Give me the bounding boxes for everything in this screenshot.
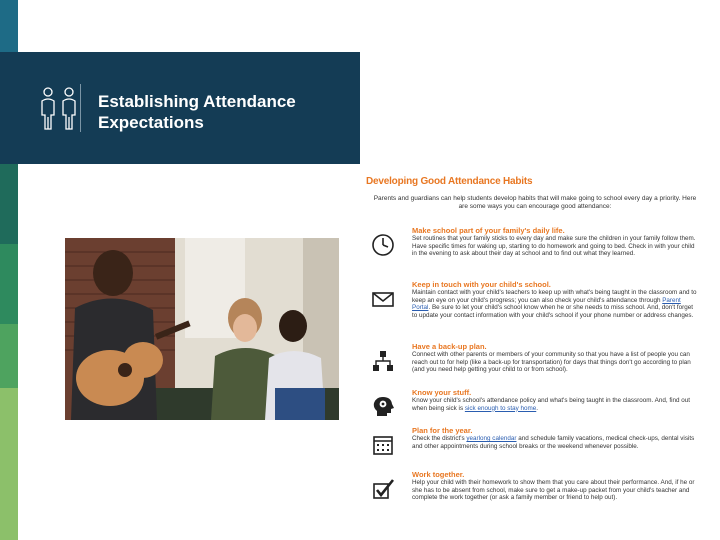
sick-enough-link[interactable]: sick enough to stay home bbox=[464, 404, 537, 412]
attendance-habits-document bbox=[364, 172, 706, 522]
side-stripe-navy bbox=[0, 52, 18, 164]
side-stripe-light-green bbox=[0, 388, 18, 540]
habit-text: Know your child's school's attendance policy and what's being taught in the classroom. And, find out when being sick is sick enough to stay home. bbox=[412, 397, 691, 412]
parent-portal-link[interactable]: Parent Portal bbox=[412, 296, 681, 312]
students-guitar-photo bbox=[65, 238, 339, 420]
habit-text: Connect with other parents or members of your community so that you have a list of people you can reach out to for help (like a back-up for transportation) for days that things don't go according to plan (and you need help getting your child to or from school). bbox=[412, 351, 691, 374]
people-icon bbox=[38, 85, 84, 131]
side-stripe-teal bbox=[0, 164, 18, 244]
side-stripe-top bbox=[0, 0, 18, 52]
title-band bbox=[18, 52, 360, 164]
habit-heading: Keep in touch with your child's school. bbox=[412, 280, 551, 289]
slide-title: Establishing Attendance Expectations bbox=[98, 92, 296, 132]
habit-heading: Work together. bbox=[412, 470, 465, 479]
habit-text: Set routines that your family sticks to every day and make sure the children in your family follow them. Have specific times for waking up, starting to do homework and going to bed. Check in with your child in the evening to ask about their day at school and to find out what they learned. bbox=[412, 235, 696, 258]
yearlong-calendar-link[interactable]: yearlong calendar bbox=[466, 435, 517, 442]
habit-heading: Know your stuff. bbox=[412, 388, 472, 397]
title-divider bbox=[80, 84, 81, 132]
document-title: Developing Good Attendance Habits bbox=[366, 176, 533, 187]
side-stripe-mid-green bbox=[0, 324, 18, 388]
network-icon bbox=[370, 348, 396, 374]
habit-heading: Make school part of your family's daily life. bbox=[412, 226, 565, 235]
document-intro: Parents and guardians can help students develop habits that will make going to school every day a priority. Here are some ways you can encourage good attendance: bbox=[373, 195, 697, 211]
habit-text: Maintain contact with your child's teachers to keep up with what's being taught in the classroom and to keep an eye on your child's progress; you can also check your child's attendance through Parent Portal. Be sure to let your child's school know when he or she needs to miss school. And, don't forget to update your contact information with your child's school if your phone number or address changes. bbox=[412, 289, 697, 319]
habit-text: Help your child with their homework to show them that you care about their performance. And, if he or she has to be absent from school, make sure to get a make-up packet from your child's teacher and complete the work together (or ask a family member or friend to help out). bbox=[412, 479, 695, 502]
habit-heading: Plan for the year. bbox=[412, 426, 473, 435]
side-stripe-green bbox=[0, 244, 18, 324]
calendar-icon bbox=[370, 432, 396, 458]
clock-icon bbox=[370, 232, 396, 258]
envelope-icon bbox=[370, 286, 396, 312]
habit-text: Check the district's yearlong calendar and schedule family vacations, medical check-ups, dental visits and other appointments during school breaks or the weekend whenever possible. bbox=[412, 435, 695, 450]
checkbox-icon bbox=[370, 476, 396, 502]
habit-heading: Have a back-up plan. bbox=[412, 342, 487, 351]
head-gear-icon bbox=[370, 394, 396, 420]
